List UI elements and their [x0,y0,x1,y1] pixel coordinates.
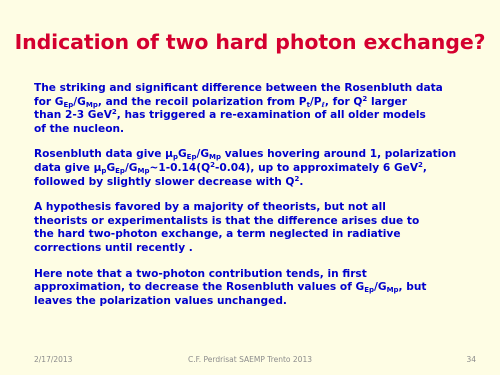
text-line: Rosenbluth data give $\mu_pG_{Ep}/G_{Mp}$ values hovering around 1, polarization [34,148,457,162]
subscript: ℓ [321,100,325,109]
superscript: 2 [418,160,423,169]
slide-title: Indication of two hard photon exchange? [14,30,486,54]
subscript: Ep [186,153,197,162]
subscript: Mp [137,166,150,175]
text-line: leaves the polarization values unchanged. [34,294,287,307]
text-line: the hard two-photon exchange, a term neglected in radiative [34,228,401,241]
subscript: p [172,153,178,162]
text-line: for $G_{Ep}/G_{Mp}$, and the recoil polarization from $P_t/P_\ell$, for $Q^2$ larger [34,94,407,109]
paragraph-1 [34,82,474,136]
page-number: 34 [466,355,476,364]
subscript: p [101,166,107,175]
subscript: Ep [63,100,74,109]
subscript: Mp [386,286,399,295]
slide-body [34,82,474,320]
paragraph-2 [34,148,474,189]
text-line: A hypothesis favored by a majority of theorists, but not all [34,201,386,214]
superscript: 2 [111,108,117,117]
superscript: 2 [294,174,300,183]
footer-title: C.F. Perdrisat SAEMP Trento 2013 [188,355,312,364]
superscript: 2 [210,160,216,169]
subscript: Mp [85,100,98,109]
text-line: corrections until recently . [34,241,193,254]
footer-date: 2/17/2013 [34,355,73,364]
text-line: The striking and significant difference between the Rosenbluth data [34,82,443,94]
text-line: of the nucleon. [34,122,125,135]
subscript: Mp [209,153,222,162]
superscript: 2 [362,94,368,103]
slide-footer [0,355,500,367]
text-line: Here note that a two-photon contribution tends, in first [34,267,367,280]
text-line: data give $\mu_pG_{Ep}/G_{Mp}\sim 1-0.14(Q^2-0.04)$, up to approximately 6 GeV$^2$, [34,160,427,175]
subscript: Ep [364,286,374,295]
text-line: followed by slightly slower decrease with $Q^2$. [34,174,304,188]
paragraph-4 [34,268,474,309]
subscript: Ep [115,166,125,175]
text-line: approximation, to decrease the Rosenbluth values of $G_{Ep}/G_{Mp}$, but [34,281,427,295]
paragraph-3 [34,201,474,255]
subscript: t [306,100,310,109]
text-line: theorists or experimentalists is that the difference arises due to [34,214,420,227]
text-line: than 2-3 GeV$^2$, has triggered a re-examination of all older models [34,108,426,122]
